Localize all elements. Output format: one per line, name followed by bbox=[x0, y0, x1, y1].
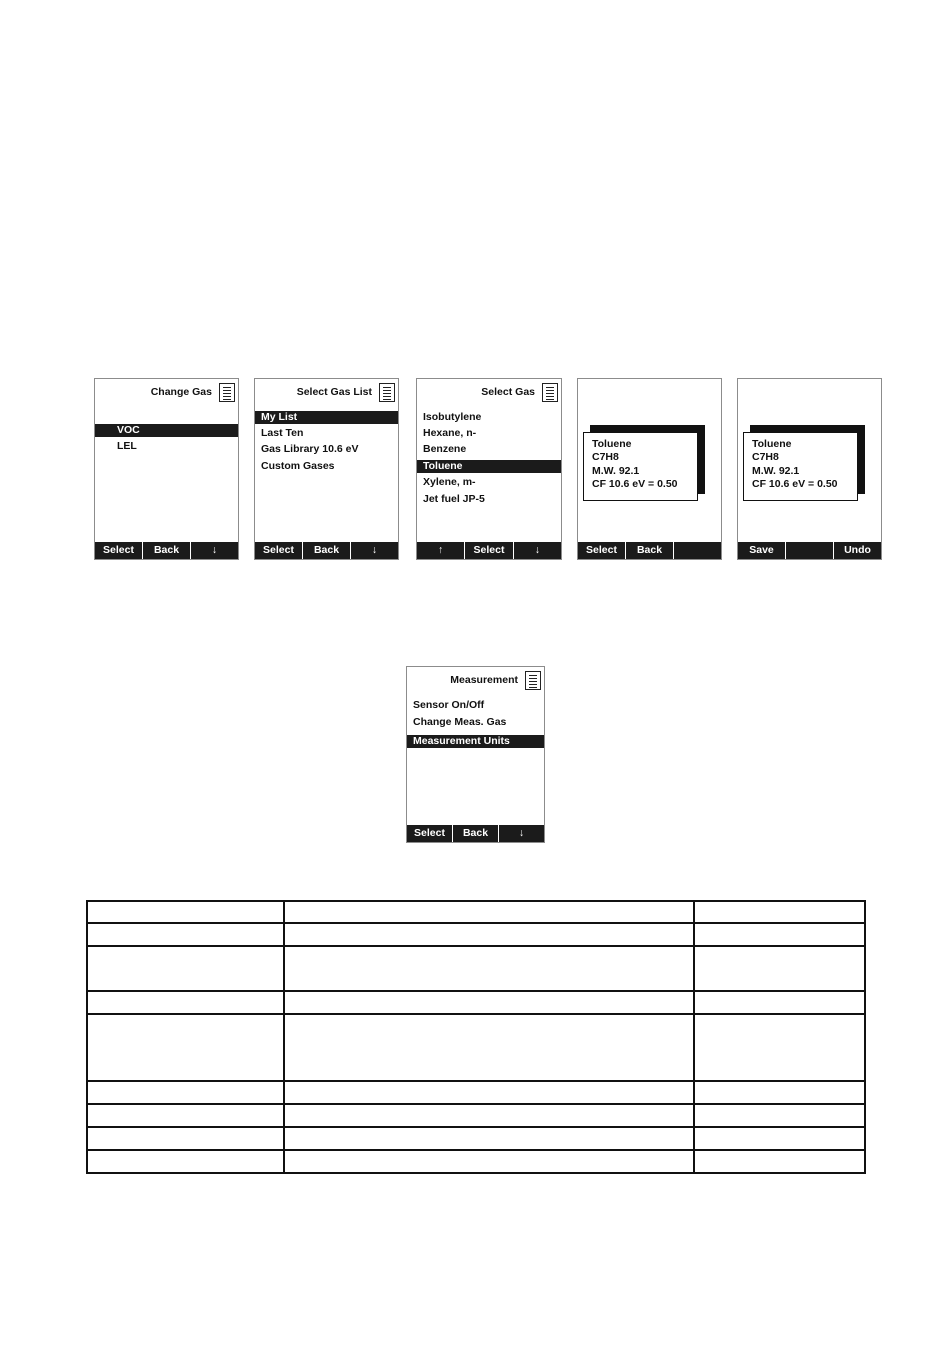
table-cell bbox=[694, 991, 865, 1014]
table-row bbox=[87, 1150, 865, 1173]
gas-info-popup bbox=[743, 432, 858, 501]
menu-item-my-list[interactable]: My List bbox=[255, 411, 398, 424]
menu-item-gas-library[interactable]: Gas Library 10.6 eV bbox=[261, 443, 359, 455]
table-cell bbox=[694, 1127, 865, 1150]
menu-list-icon bbox=[219, 383, 235, 402]
gas-item-isobutylene[interactable]: Isobutylene bbox=[423, 411, 482, 423]
table-row bbox=[87, 991, 865, 1014]
table-row bbox=[87, 1014, 865, 1080]
gas-item-jet-fuel[interactable]: Jet fuel JP-5 bbox=[423, 493, 485, 505]
gas-name: Toluene bbox=[752, 438, 792, 450]
screen-select-gas bbox=[416, 378, 562, 560]
gas-formula: C7H8 bbox=[592, 451, 619, 464]
softkey-up-arrow[interactable]: ↑ bbox=[438, 544, 444, 556]
table-cell bbox=[284, 1104, 694, 1127]
softkey-down-arrow[interactable]: ↓ bbox=[190, 542, 238, 559]
softkey-bar bbox=[95, 542, 238, 559]
screen-gas-info bbox=[577, 378, 722, 560]
softkey-back[interactable]: Back bbox=[625, 542, 673, 559]
table-cell bbox=[694, 946, 865, 991]
softkey-select[interactable]: Select bbox=[103, 544, 134, 556]
menu-item-change-meas-gas[interactable]: Change Meas. Gas bbox=[413, 716, 507, 728]
softkey-bar bbox=[417, 542, 561, 559]
table-row bbox=[87, 901, 865, 923]
table-cell bbox=[284, 1081, 694, 1104]
table-cell bbox=[284, 1150, 694, 1173]
screen-measurement bbox=[406, 666, 545, 843]
table-cell bbox=[284, 1014, 694, 1080]
menu-list-icon bbox=[525, 671, 541, 690]
softkey-down-arrow[interactable]: ↓ bbox=[498, 825, 544, 842]
softkey-select[interactable]: Select bbox=[414, 827, 445, 839]
table-cell bbox=[87, 901, 284, 923]
empty-table bbox=[86, 900, 866, 1174]
menu-list-icon bbox=[379, 383, 395, 402]
gas-name: Toluene bbox=[592, 438, 632, 450]
screen-change-gas bbox=[94, 378, 239, 560]
gas-item-xylene[interactable]: Xylene, m- bbox=[423, 476, 476, 488]
table-cell bbox=[87, 1014, 284, 1080]
softkey-select[interactable]: Select bbox=[586, 544, 617, 556]
menu-list-icon bbox=[542, 383, 558, 402]
menu-item-lel[interactable]: LEL bbox=[117, 440, 137, 452]
table-row bbox=[87, 1104, 865, 1127]
table-cell bbox=[87, 946, 284, 991]
gas-correction-factor: CF 10.6 eV = 0.50 bbox=[752, 478, 838, 491]
table-cell bbox=[284, 901, 694, 923]
table-row bbox=[87, 923, 865, 946]
table-cell bbox=[87, 1150, 284, 1173]
gas-molecular-weight: M.W. 92.1 bbox=[592, 464, 640, 477]
table-row bbox=[87, 1127, 865, 1150]
softkey-back[interactable]: Back bbox=[142, 542, 190, 559]
table-row bbox=[87, 946, 865, 991]
screen-title: Select Gas List bbox=[296, 386, 372, 398]
softkey-down-arrow[interactable]: ↓ bbox=[513, 542, 561, 559]
gas-item-toluene[interactable]: Toluene bbox=[417, 460, 561, 473]
menu-item-measurement-units[interactable]: Measurement Units bbox=[407, 735, 544, 748]
table-cell bbox=[87, 1104, 284, 1127]
gas-info-popup bbox=[583, 432, 698, 501]
table-cell bbox=[694, 923, 865, 946]
table-cell bbox=[284, 991, 694, 1014]
softkey-select[interactable]: Select bbox=[464, 542, 512, 559]
menu-item-sensor-on-off[interactable]: Sensor On/Off bbox=[413, 699, 485, 711]
gas-correction-factor: CF 10.6 eV = 0.50 bbox=[592, 478, 678, 491]
screen-title: Select Gas bbox=[481, 386, 535, 398]
table-cell bbox=[87, 923, 284, 946]
softkey-back[interactable]: Back bbox=[452, 825, 498, 842]
table-cell bbox=[87, 1127, 284, 1150]
softkey-bar bbox=[578, 542, 721, 559]
screen-select-gas-list bbox=[254, 378, 399, 560]
softkey-empty bbox=[785, 542, 833, 559]
table-cell bbox=[87, 991, 284, 1014]
gas-item-benzene[interactable]: Benzene bbox=[423, 443, 467, 455]
table-cell bbox=[284, 923, 694, 946]
table-cell bbox=[284, 946, 694, 991]
gas-formula: C7H8 bbox=[752, 451, 779, 464]
table-cell bbox=[694, 901, 865, 923]
softkey-down-arrow[interactable]: ↓ bbox=[350, 542, 398, 559]
table-cell bbox=[284, 1127, 694, 1150]
table-cell bbox=[694, 1104, 865, 1127]
softkey-undo[interactable]: Undo bbox=[833, 542, 881, 559]
menu-item-custom-gases[interactable]: Custom Gases bbox=[261, 460, 335, 472]
table-cell bbox=[87, 1081, 284, 1104]
table-cell bbox=[694, 1081, 865, 1104]
screen-gas-save bbox=[737, 378, 882, 560]
softkey-back[interactable]: Back bbox=[302, 542, 350, 559]
softkey-bar bbox=[407, 825, 544, 842]
softkey-save[interactable]: Save bbox=[749, 544, 774, 556]
table-row bbox=[87, 1081, 865, 1104]
menu-item-last-ten[interactable]: Last Ten bbox=[261, 427, 304, 439]
menu-item-voc[interactable]: VOC bbox=[95, 424, 238, 437]
screen-title: Measurement bbox=[450, 674, 518, 686]
table-cell bbox=[694, 1014, 865, 1080]
softkey-empty bbox=[673, 542, 721, 559]
softkey-select[interactable]: Select bbox=[263, 544, 294, 556]
gas-item-hexane[interactable]: Hexane, n- bbox=[423, 427, 477, 439]
screen-title: Change Gas bbox=[150, 386, 212, 398]
table-cell bbox=[694, 1150, 865, 1173]
softkey-bar bbox=[738, 542, 881, 559]
softkey-bar bbox=[255, 542, 398, 559]
gas-molecular-weight: M.W. 92.1 bbox=[752, 464, 800, 477]
